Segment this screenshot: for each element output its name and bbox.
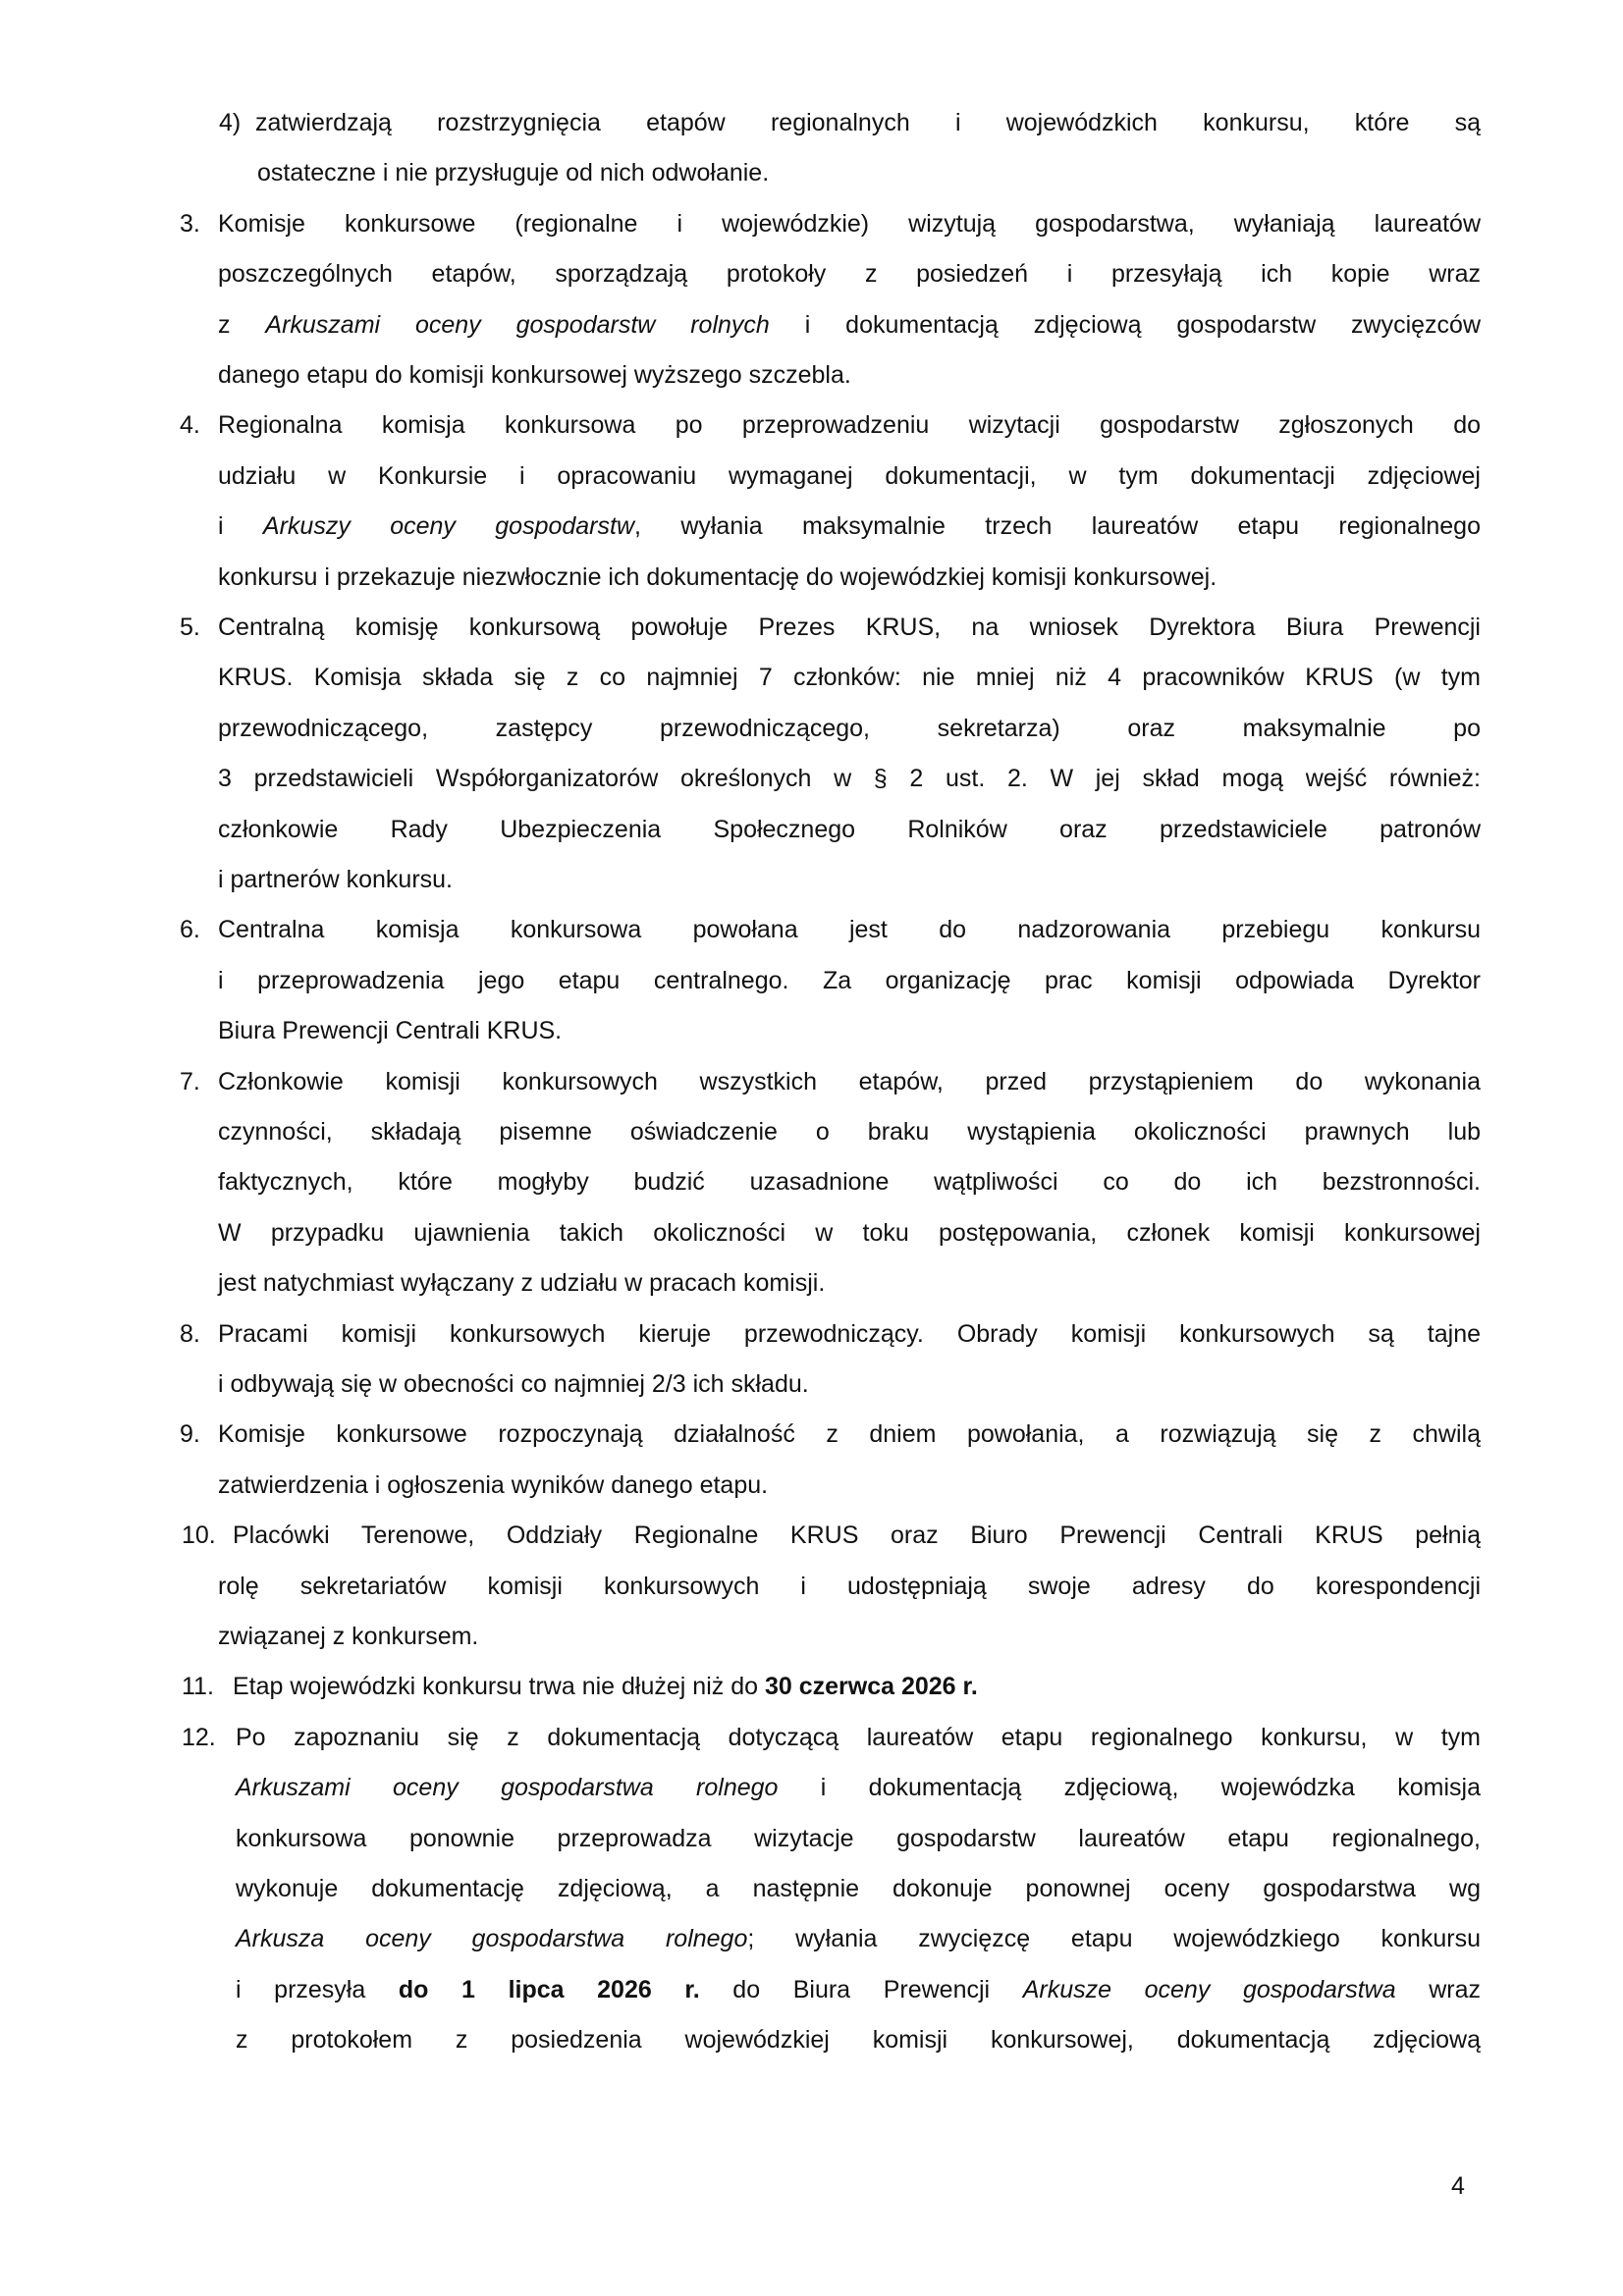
list-item-number: 9. (180, 1420, 200, 1448)
list-item-number: 4) (219, 109, 242, 136)
text-line (218, 1570, 1481, 1603)
text-line (218, 1216, 1481, 1250)
text-line (218, 408, 1481, 442)
text-segment: 3 przedstawicieli Współorganizatorów określonych w § 2 ust. 2. W jej skład mogą wejść również: (218, 765, 1481, 792)
text-line (218, 1165, 1481, 1199)
text-line (218, 863, 1481, 896)
text-segment: Członkowie komisji konkursowych wszystkich etapów, przed przystąpieniem do wykonania (218, 1068, 1481, 1095)
text-segment: Centralną komisję konkursową powołuje Prezes KRUS, na wniosek Dyrektora Biura Prewencji (218, 614, 1481, 641)
text-segment: i partnerów konkursu. (218, 866, 454, 893)
text-line (218, 509, 1481, 543)
text-segment: i przesyła (236, 1976, 399, 2003)
text-line (218, 1417, 1481, 1451)
text-segment: danego etapu do komisji konkursowej wyższego szczebla. (218, 361, 851, 389)
text-segment: zatwierdzenia i ogłoszenia wyników danego etapu. (218, 1471, 769, 1499)
text-segment: Etap wojewódzki konkursu trwa nie dłużej niż do (233, 1673, 765, 1700)
text-segment: zatwierdzają rozstrzygnięcia etapów regionalnych i wojewódzkich konkursu, które są (255, 109, 1481, 136)
bold-text: do 1 lipca 2026 r. (398, 1976, 700, 2003)
text-line (218, 1317, 1481, 1351)
text-line (236, 1822, 1481, 1855)
text-segment: czynności, składają pisemne oświadczenie o braku wystąpienia okoliczności prawnych lub (218, 1118, 1481, 1146)
text-segment: konkursu i przekazuje niezwłocznie ich dokumentację do wojewódzkiej komisji konkursowej. (218, 563, 1217, 591)
bold-text: 30 czerwca 2026 r. (764, 1673, 978, 1700)
text-segment: Komisje konkursowe (regionalne i wojewódzkie) wizytują gospodarstwa, wyłaniają laureatów (218, 210, 1481, 238)
text-segment: ; wyłania zwycięzcę etapu wojewódzkiego konkursu (747, 1925, 1481, 1952)
text-segment: i przeprowadzenia jego etapu centralnego. Za organizację prac komisji odpowiada Dyrektor (218, 967, 1481, 994)
text-segment: konkursowa ponownie przeprowadza wizytacje gospodarstw laureatów etapu regionalnego, (236, 1825, 1481, 1852)
text-segment: rolę sekretariatów komisji konkursowych i udostępniają swoje adresy do korespondencji (218, 1573, 1481, 1600)
text-segment: jest natychmiast wyłączany z udziału w pracach komisji. (218, 1269, 826, 1297)
text-segment: i (218, 512, 263, 540)
text-line (218, 813, 1481, 846)
italic-text: Arkuszami oceny gospodarstw rolnych (265, 311, 770, 339)
italic-text: Arkuszami oceny gospodarstwa rolnego (236, 1774, 779, 1801)
text-line (218, 611, 1481, 644)
text-segment: i odbywają się w obecności co najmniej 2/3 ich składu. (218, 1370, 809, 1398)
text-segment: W przypadku ujawnienia takich okoliczności w toku postępowania, członek komisji konkursowej (218, 1219, 1481, 1247)
text-line (218, 459, 1481, 493)
italic-text: Arkusze oceny gospodarstwa (1022, 1976, 1396, 2003)
text-segment: Biura Prewencji Centrali KRUS. (218, 1017, 563, 1044)
text-segment: ostateczne i nie przysługuje od nich odwołanie. (257, 159, 770, 187)
text-segment: udziału w Konkursie i opracowaniu wymaganej dokumentacji, w tym dokumentacji zdjęciowej (218, 462, 1481, 490)
list-item-number: 4. (180, 411, 200, 439)
text-segment: Pracami komisji konkursowych kieruje przewodniczący. Obrady komisji konkursowych są tajne (218, 1320, 1481, 1348)
italic-text: Arkusza oceny gospodarstwa rolnego (236, 1925, 748, 1952)
text-line (218, 762, 1481, 795)
text-line (218, 712, 1481, 745)
text-line (218, 308, 1481, 342)
text-line (218, 1065, 1481, 1098)
text-line (218, 207, 1481, 240)
text-line (218, 1468, 1481, 1502)
list-item-number: 10. (182, 1522, 216, 1549)
text-line (218, 257, 1481, 291)
text-line (233, 1670, 1481, 1703)
text-line (218, 1367, 1481, 1401)
text-segment: z protokołem z posiedzenia wojewódzkiej komisji konkursowej, dokumentacją zdjęciową (236, 2026, 1481, 2054)
text-segment: KRUS. Komisja składa się z co najmniej 7 członków: nie mniej niż 4 pracowników KRUS (w tym (218, 664, 1481, 691)
list-item-number: 11. (182, 1673, 214, 1700)
text-line (233, 1519, 1481, 1552)
list-item-number: 3. (180, 210, 200, 238)
text-line (218, 1115, 1481, 1148)
text-line (236, 1721, 1481, 1754)
list-item-number: 7. (180, 1068, 200, 1095)
text-segment: Placówki Terenowe, Oddziały Regionalne KRUS oraz Biuro Prewencji Centrali KRUS pełnią (233, 1522, 1481, 1549)
text-segment: Centralna komisja konkursowa powołana jest do nadzorowania przebiegu konkursu (218, 916, 1481, 943)
italic-text: Arkuszy oceny gospodarstw (262, 512, 635, 540)
text-segment: związanej z konkursem. (218, 1623, 479, 1650)
list-item-number: 12. (182, 1724, 216, 1751)
text-line (218, 561, 1481, 594)
text-segment: wykonuje dokumentację zdjęciową, a następnie dokonuje ponownej oceny gospodarstwa wg (236, 1875, 1481, 1902)
text-segment: przewodniczącego, zastępcy przewodniczącego, sekretarza) oraz maksymalnie po (218, 715, 1481, 742)
text-line (218, 964, 1481, 997)
text-segment: faktycznych, które mogłyby budzić uzasadnione wątpliwości co do ich bezstronności. (218, 1168, 1481, 1196)
list-item-number: 5. (180, 614, 200, 641)
text-segment: i dokumentacją zdjęciową, wojewódzka komisja (778, 1774, 1481, 1801)
text-line (236, 1922, 1481, 1955)
text-segment: członkowie Rady Ubezpieczenia Społecznego Rolników oraz przedstawiciele patronów (218, 816, 1481, 843)
text-segment: poszczególnych etapów, sporządzają protokoły z posiedzeń i przesyłają ich kopie wraz (218, 260, 1481, 288)
text-segment: Po zapoznaniu się z dokumentacją dotyczącą laureatów etapu regionalnego konkursu, w tym (236, 1724, 1481, 1751)
text-line (236, 1973, 1481, 2006)
text-line (218, 1014, 1481, 1047)
text-segment: i dokumentacją zdjęciową gospodarstw zwycięzców (769, 311, 1481, 339)
text-segment: wraz (1395, 1976, 1482, 2003)
text-line (218, 358, 1481, 392)
text-line (236, 1771, 1481, 1804)
text-line (236, 2023, 1481, 2056)
text-line (218, 913, 1481, 946)
list-item-number: 6. (180, 916, 200, 943)
text-segment: do Biura Prewencji (699, 1976, 1023, 2003)
text-line (218, 1620, 1481, 1653)
text-line (218, 1266, 1481, 1300)
list-item-number: 8. (180, 1320, 200, 1348)
text-segment: Regionalna komisja konkursowa po przeprowadzeniu wizytacji gospodarstw zgłoszonych do (218, 411, 1481, 439)
text-line (236, 1872, 1481, 1905)
text-line (255, 106, 1481, 139)
text-line (218, 661, 1481, 694)
text-line (257, 156, 1481, 189)
text-segment: Komisje konkursowe rozpoczynają działalność z dniem powołania, a rozwiązują się z chwilą (218, 1420, 1481, 1448)
page-number: 4 (1451, 2172, 1465, 2200)
text-segment: , wyłania maksymalnie trzech laureatów etapu regionalnego (634, 512, 1481, 540)
text-segment: z (218, 311, 266, 339)
